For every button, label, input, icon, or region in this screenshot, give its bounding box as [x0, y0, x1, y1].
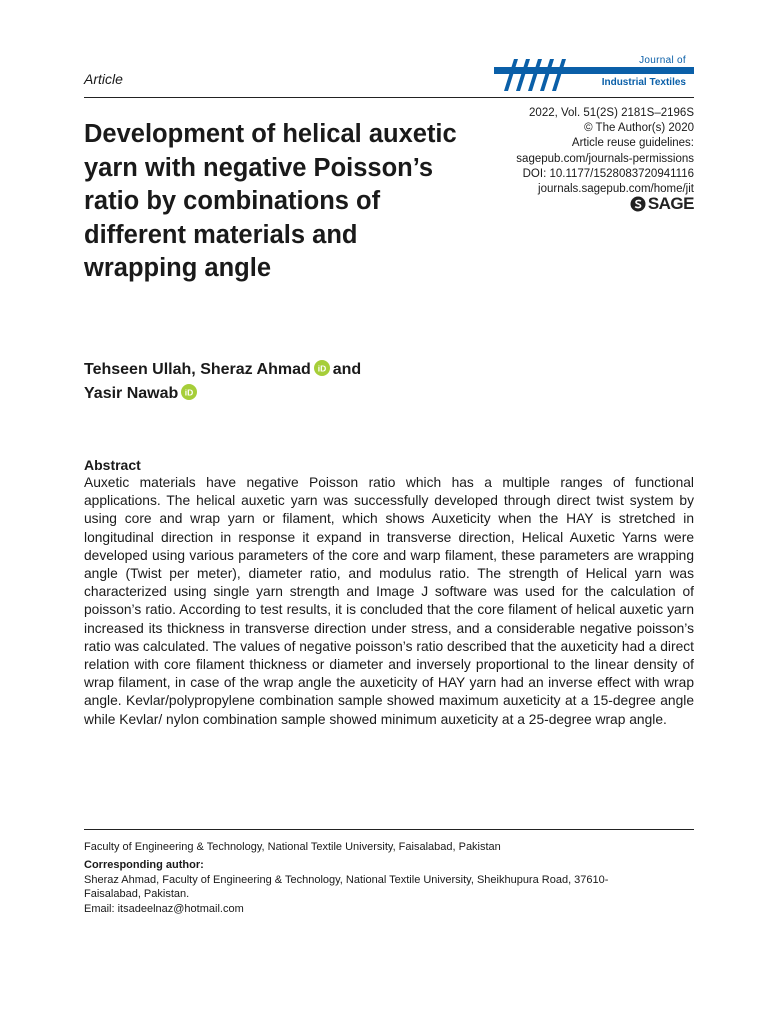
- reuse-guidelines: Article reuse guidelines:: [571, 137, 694, 150]
- author-name[interactable]: Yasir Nawab: [84, 385, 179, 402]
- svg-text:iD: iD: [185, 387, 194, 398]
- header-divider: [84, 97, 694, 98]
- author-name[interactable]: Sheraz Ahmad: [200, 361, 311, 378]
- article-label: Article: [84, 71, 123, 87]
- paper-title: Development of helical auxetic yarn with negative Poisson’s ratio by combinations of different materials and wrapping angle: [84, 120, 457, 282]
- corresponding-heading: Corresponding author:: [84, 859, 204, 871]
- journal-logo-icon: [496, 57, 566, 93]
- author-list: [84, 358, 361, 406]
- sage-logo-icon: [630, 196, 646, 212]
- corresponding-address-cont: Faisalabad, Pakistan.: [84, 888, 190, 900]
- author-conjunction: and: [332, 361, 362, 378]
- publisher-logo[interactable]: [630, 194, 694, 214]
- journal-logo-line2: Industrial Textiles: [601, 77, 686, 88]
- journal-logo-bar: [494, 67, 694, 74]
- citation: 2022, Vol. 51(2S) 2181S–2196S: [529, 107, 694, 119]
- svg-text:iD: iD: [317, 363, 326, 374]
- publisher-name: SAGE: [647, 194, 694, 213]
- journal-logo-line1: Journal of: [639, 55, 686, 66]
- abstract-heading: Abstract: [84, 457, 141, 473]
- orcid-icon[interactable]: [181, 384, 197, 400]
- doi-link[interactable]: DOI: 10.1177/1528083720941116: [522, 167, 694, 180]
- footnote-divider: [84, 829, 694, 830]
- abstract-body: Auxetic materials have negative Poisson ratio which has a multiple ranges of functional applications. The helical auxetic yarn was successfully developed through direct twist system by using core and wrap yarn or filament, which shows Auxeticity when the HAY is stretched in longitudinal direction in response it expand in transverse direction, Helical Auxetic Yarns were developed using various parameters of the core and warp filament, these parameters are wrapping angle (Twist per meter), diameter ratio, and modulus ratio. The strength of Helical yarn was characterized using single yarn strength and Image J software was used for the calculation of poisson’s ratio. According to test results, it is concluded that the core filament of helical auxetic yarn increased its thickness in transverse direction under stress, and a considerable negative poisson’s ratio was calculated. The values of negative poisson’s ratio described that the auxeticity had a direct relation with core filament thickness or diameter and inversely proportional to the linear density of wrap filament, in case of the wrap angle the auxeticity of HAY yarn had an inverse effect with wrap angle. Kevlar/polypropylene combination sample showed maximum auxeticity at a 15-degree angle while Kevlar/ nylon combination sample showed minimum auxeticity at a 25-degree wrap angle.: [84, 475, 694, 727]
- author-name[interactable]: Tehseen Ullah,: [84, 361, 196, 378]
- journal-logo[interactable]: [494, 55, 694, 95]
- corresponding-email[interactable]: Email: itsadeelnaz@hotmail.com: [84, 902, 244, 915]
- corresponding-address: Sheraz Ahmad, Faculty of Engineering & Technology, National Textile University, Sheikhupura Road, 37610-: [84, 873, 609, 886]
- orcid-icon[interactable]: [314, 360, 330, 376]
- affiliation: Faculty of Engineering & Technology, National Textile University, Faisalabad, Pakistan: [84, 841, 501, 853]
- journal-link[interactable]: journals.sagepub.com/home/jit: [538, 183, 694, 196]
- article-metadata: [516, 106, 694, 197]
- corresponding-author: [84, 858, 694, 916]
- copyright: © The Author(s) 2020: [584, 122, 694, 135]
- permissions-link[interactable]: sagepub.com/journals-permissions: [516, 152, 694, 165]
